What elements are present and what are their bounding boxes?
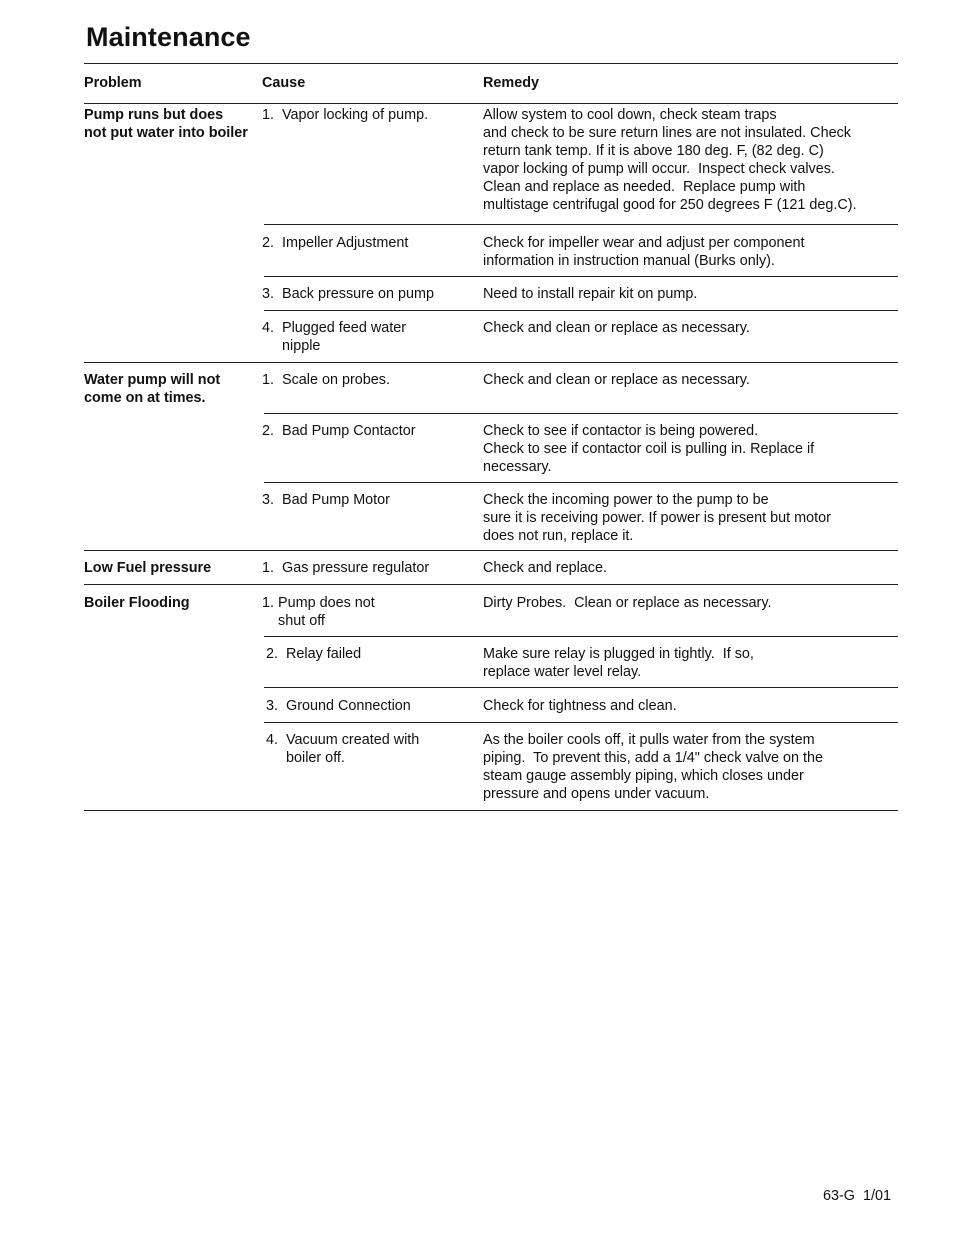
cause-cell: 3. Ground Connection: [266, 698, 411, 714]
header-cause: Cause: [262, 75, 306, 91]
remedy-cell: Dirty Probes. Clean or replace as necessary.: [483, 595, 772, 611]
problem-label: Water pump will not come on at times.: [84, 372, 221, 406]
page-title: Maintenance: [86, 22, 251, 52]
problem-divider: [84, 550, 898, 551]
header-top-rule: [84, 63, 898, 64]
header-bottom-rule: [84, 103, 898, 104]
row-divider: [264, 636, 898, 637]
cause-cell: 2. Impeller Adjustment: [262, 235, 409, 251]
problem-divider: [84, 584, 898, 585]
cause-cell: 3. Bad Pump Motor: [262, 492, 390, 508]
remedy-cell: Check the incoming power to the pump to be sure it is receiving power. If power is present but motor does not run, replace it.: [483, 492, 831, 544]
header-remedy: Remedy: [483, 75, 539, 91]
remedy-cell: Check to see if contactor is being powered. Check to see if contactor coil is pulling in. Replace if necessary.: [483, 423, 815, 475]
cause-cell: 3. Back pressure on pump: [262, 286, 434, 302]
remedy-cell: Check and replace.: [483, 560, 607, 576]
row-divider: [264, 310, 898, 311]
page-footer: 63-G 1/01: [823, 1188, 891, 1204]
cause-cell: 1. Scale on probes.: [262, 372, 390, 388]
remedy-cell: Allow system to cool down, check steam traps and check to be sure return lines are not insulated. Check return tank temp. If it is above 180 deg. F, (82 deg. C) vapor locking of pump will occur. Inspect check valves. Clean and replace as needed. Replace pump with multistage centrifugal good for 250 degrees F (121 deg.C).: [483, 107, 857, 213]
cause-cell: 1. Vapor locking of pump.: [262, 107, 429, 123]
cause-cell: 4. Plugged feed water nipple: [262, 320, 407, 354]
problem-label: Pump runs but does not put water into boiler: [84, 107, 248, 141]
remedy-cell: Make sure relay is plugged in tightly. If so, replace water level relay.: [483, 646, 754, 680]
remedy-cell: Need to install repair kit on pump.: [483, 286, 698, 302]
problem-label: Boiler Flooding: [84, 595, 190, 611]
problem-divider: [84, 362, 898, 363]
row-divider: [264, 687, 898, 688]
remedy-cell: Check for tightness and clean.: [483, 698, 677, 714]
remedy-cell: Check for impeller wear and adjust per component information in instruction manual (Burks only).: [483, 235, 805, 269]
cause-cell: 1. Gas pressure regulator: [262, 560, 430, 576]
row-divider: [264, 224, 898, 225]
cause-cell: 4. Vacuum created with boiler off.: [266, 732, 420, 766]
cause-cell: 2. Bad Pump Contactor: [262, 423, 416, 439]
remedy-cell: Check and clean or replace as necessary.: [483, 320, 750, 336]
remedy-cell: Check and clean or replace as necessary.: [483, 372, 750, 388]
cause-cell: 2. Relay failed: [266, 646, 362, 662]
row-divider: [264, 482, 898, 483]
row-divider: [264, 722, 898, 723]
header-problem: Problem: [84, 75, 142, 91]
row-divider: [264, 276, 898, 277]
cause-cell: 1. Pump does not shut off: [262, 595, 375, 629]
remedy-cell: As the boiler cools off, it pulls water from the system piping. To prevent this, add a 1/4" check valve on the steam gauge assembly piping, which closes under pressure and opens under vacuum.: [483, 732, 824, 802]
problem-label: Low Fuel pressure: [84, 560, 212, 576]
row-divider: [264, 413, 898, 414]
table-bottom-rule: [84, 810, 898, 811]
